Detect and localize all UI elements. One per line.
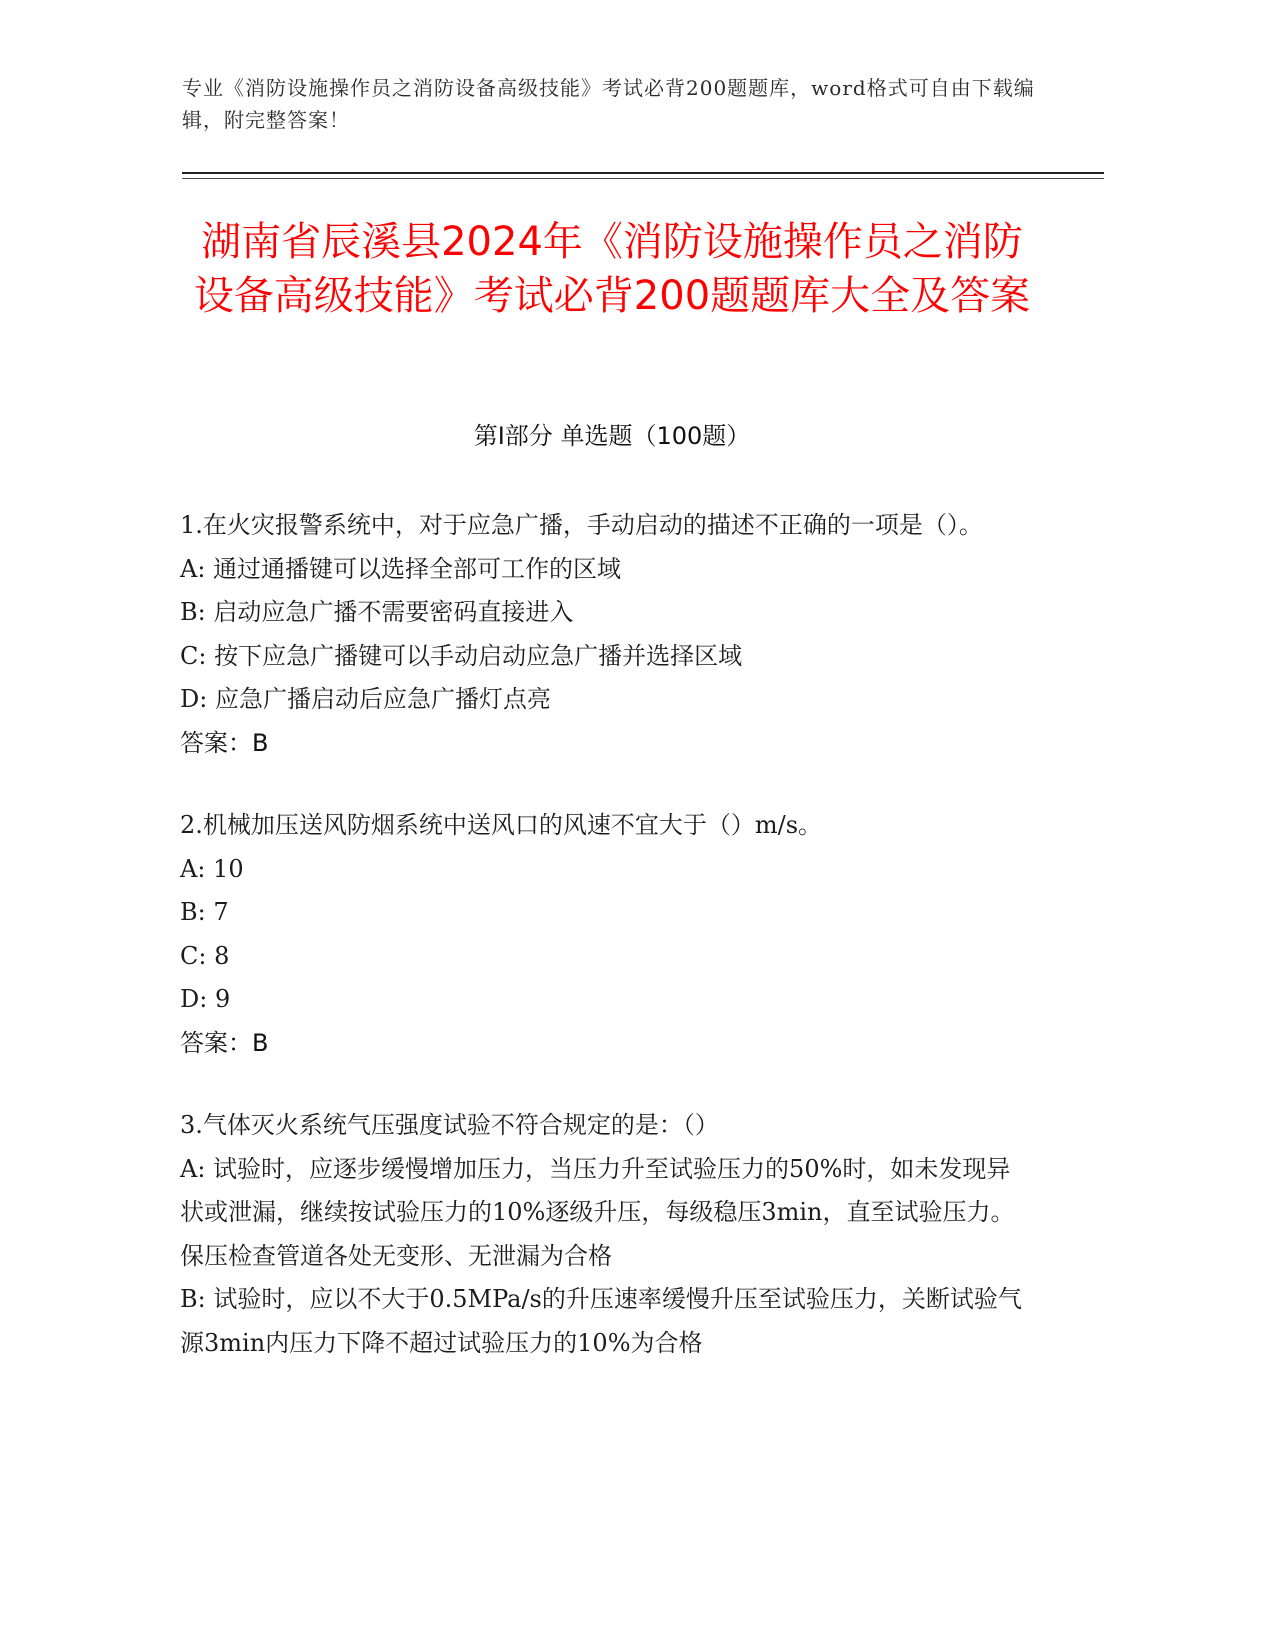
question-text: 2.机械加压送风防烟系统中送风口的风速不宜大于（）m/s。 (180, 811, 823, 839)
document-title: 湖南省辰溪县2024年《消防设施操作员之消防设备高级技能》考试必背200题题库大全及答案 (193, 219, 1031, 319)
question-1 (180, 504, 1030, 765)
answer-text: 答案：B (180, 1028, 269, 1057)
option-c: C: 8 (180, 941, 230, 970)
section-title: 第I部分 单选题（100题） (473, 422, 751, 450)
question-text: 3.气体灭火系统气压强度试验不符合规定的是：（） (180, 1111, 719, 1139)
option-d: D: 应急广播启动后应急广播灯点亮 (180, 685, 551, 713)
answer-text: 答案：B (180, 728, 269, 757)
question-3 (180, 1104, 1030, 1365)
header-note: 专业《消防设施操作员之消防设备高级技能》考试必背200题题库，word格式可自由下载编辑，附完整答案！ (182, 76, 1035, 132)
option-b: B: 试验时，应以不大于0.5MPa/s的升压速率缓慢升压至试验压力，关断试验气源3min内压力下降不超过试验压力的10%为合格 (180, 1285, 1022, 1357)
option-a: A: 10 (180, 854, 244, 883)
question-2 (180, 804, 1030, 1065)
question-text: 1.在火灾报警系统中，对于应急广播，手动启动的描述不正确的一项是（）。 (180, 511, 983, 539)
option-b: B: 启动应急广播不需要密码直接进入 (180, 598, 574, 626)
option-c: C: 按下应急广播键可以手动启动应急广播并选择区域 (180, 641, 743, 670)
option-a: A: 通过通播键可以选择全部可工作的区域 (180, 554, 622, 583)
option-b: B: 7 (180, 898, 229, 926)
header-divider-thick (182, 172, 1104, 174)
header-divider-thin (182, 178, 1104, 179)
option-d: D: 9 (180, 985, 231, 1013)
question-list (180, 504, 1030, 1404)
option-a: A: 试验时，应逐步缓慢增加压力，当压力升至试验压力的50%时，如未发现异状或泄漏，继续按试验压力的10%逐级升压，每级稳压3min，直至试验压力。保压检查管道各处无变形、无泄漏为合格 (180, 1154, 1015, 1270)
